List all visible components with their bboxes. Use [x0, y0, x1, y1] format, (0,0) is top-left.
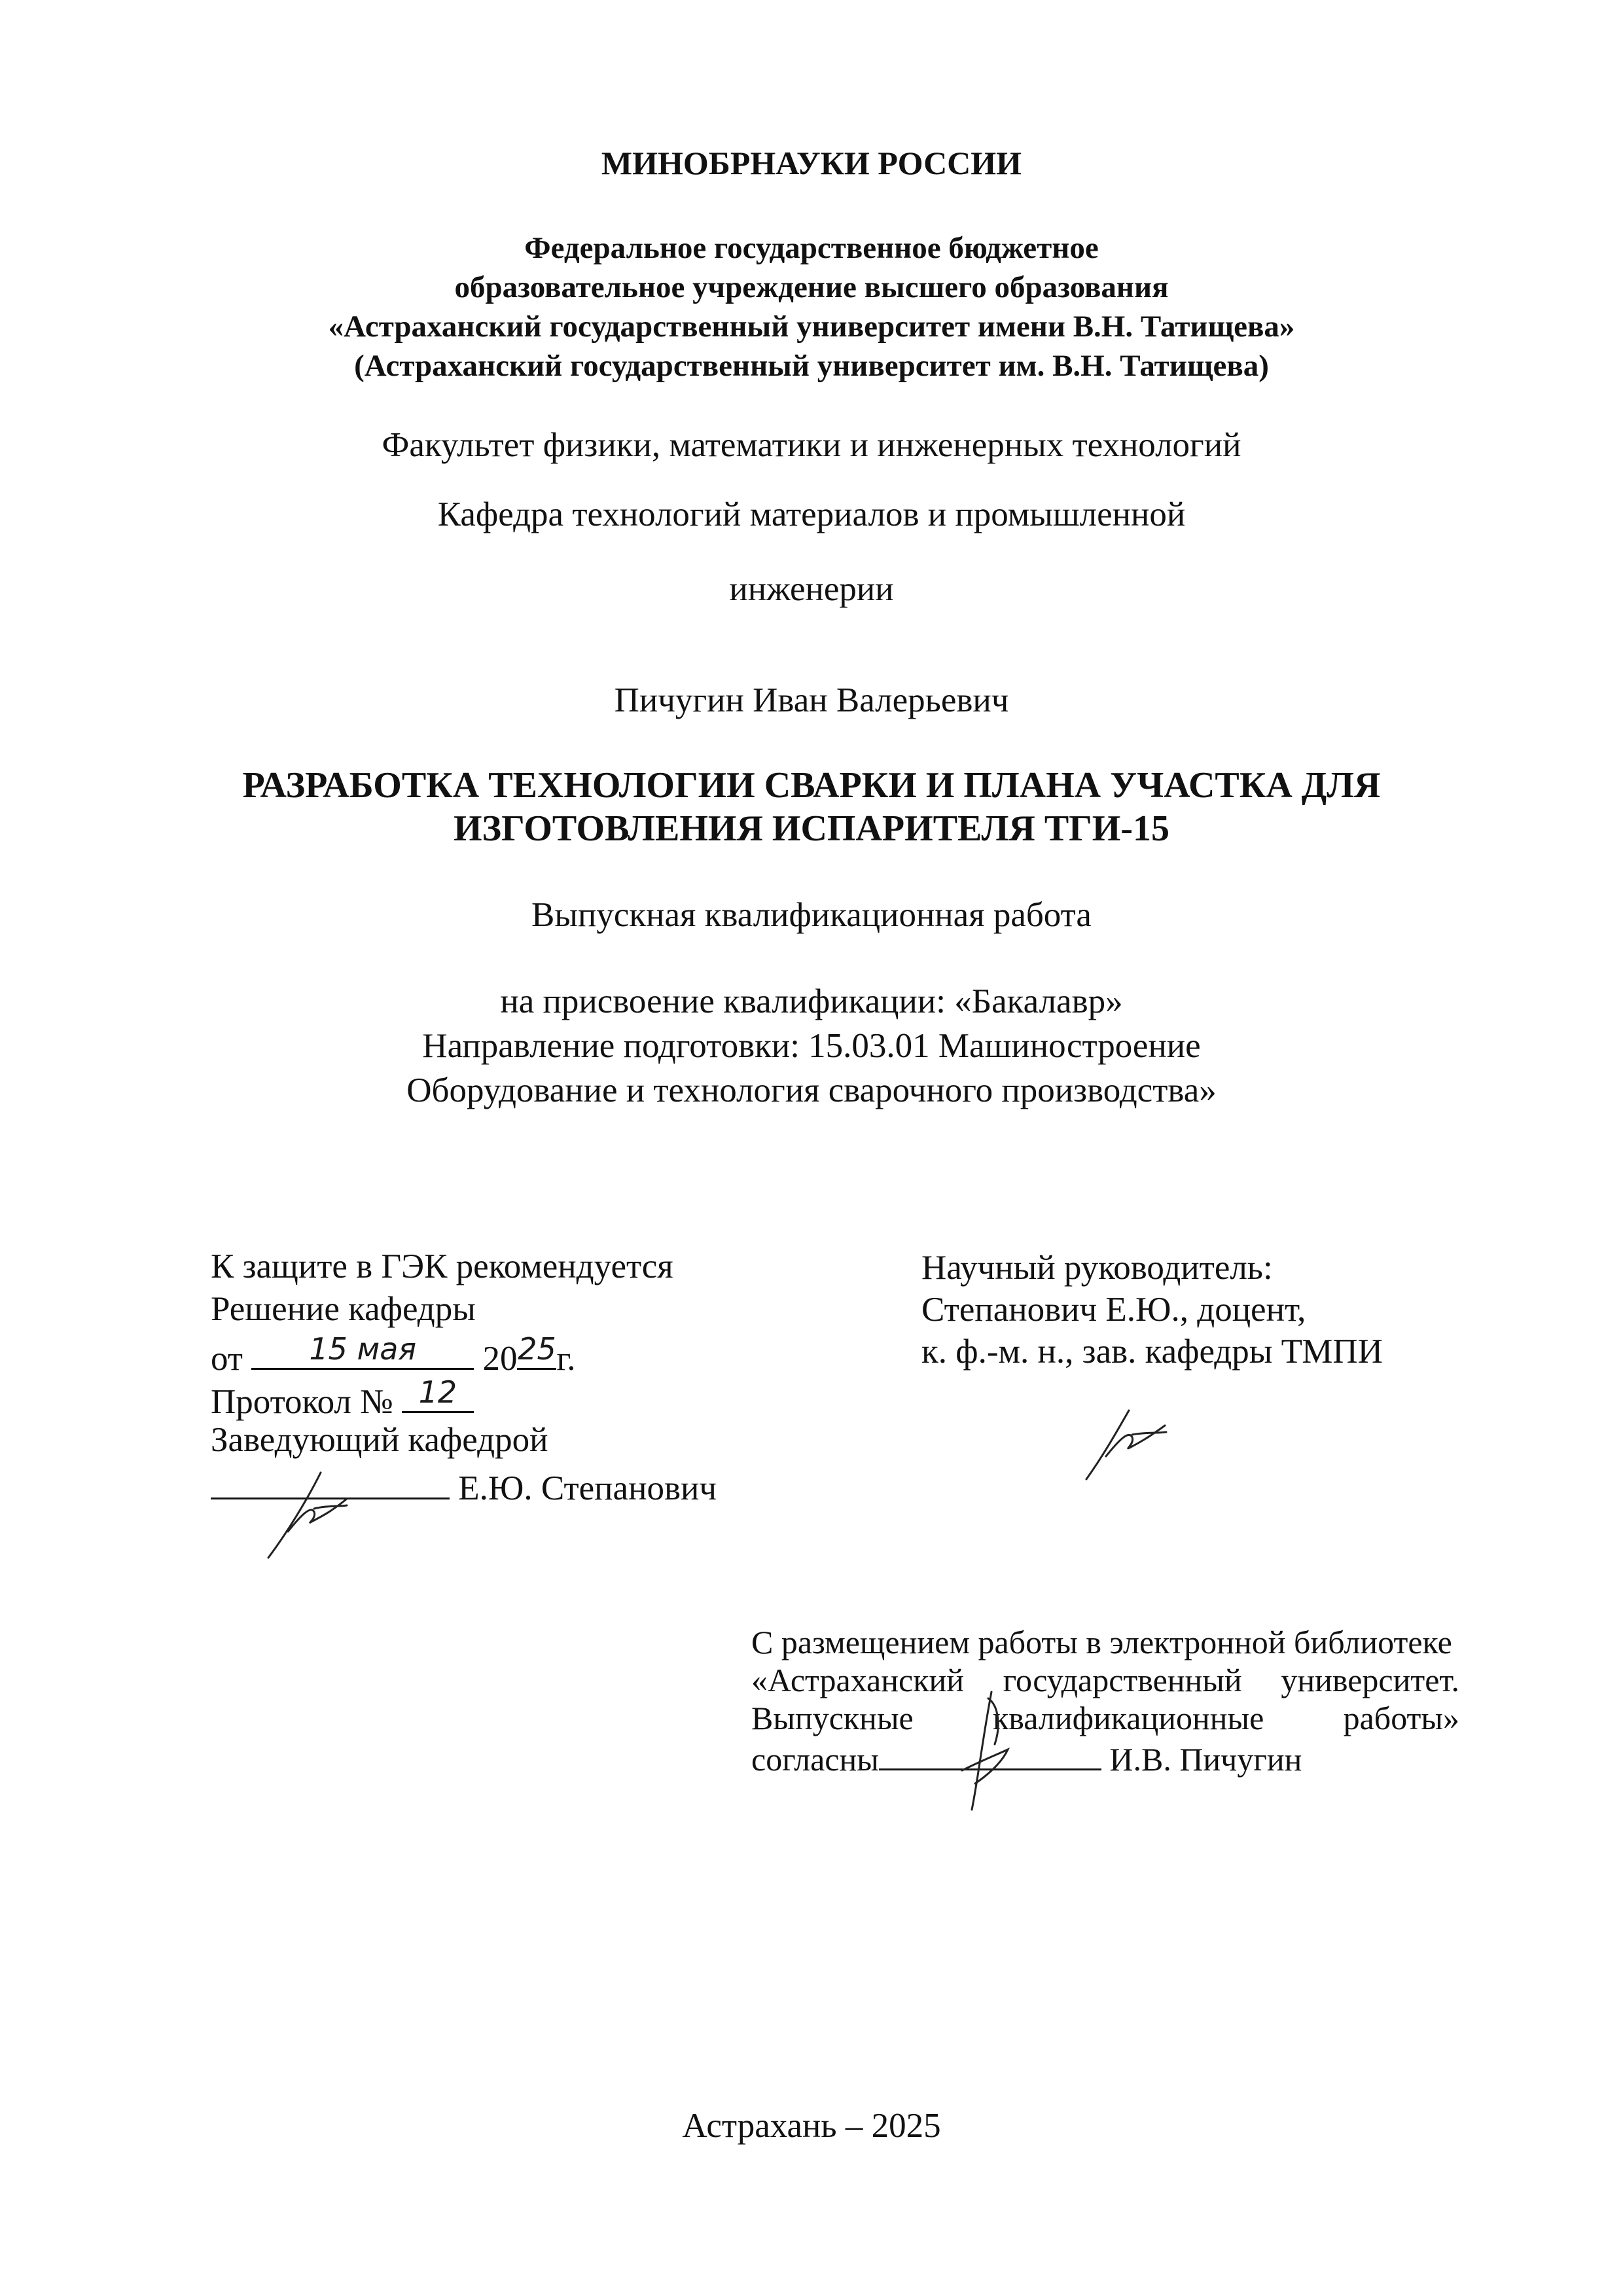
consent-line-3	[751, 1699, 1459, 1737]
date-blank	[251, 1331, 474, 1370]
consent-word: работы»	[1343, 1700, 1459, 1736]
qualification: на присвоение квалификации: «Бакалавр»	[500, 982, 1123, 1020]
supervisor-label: Научный руководитель:	[921, 1249, 1273, 1287]
handwritten-date: 15 мая	[309, 1331, 417, 1367]
thesis-title-line-1: РАЗРАБОТКА ТЕХНОЛОГИИ СВАРКИ И ПЛАНА УЧАСТКА ДЛЯ	[242, 765, 1381, 806]
consent-word: государственный	[1003, 1662, 1242, 1698]
city-year: Астрахань – 2025	[682, 2107, 941, 2145]
protocol-blank	[402, 1374, 474, 1413]
protocol-label: Протокол №	[211, 1383, 393, 1421]
defense-recommendation: К защите в ГЭК рекомендуется	[211, 1247, 673, 1285]
protocol-line	[211, 1374, 474, 1422]
handwritten-protocol-number: 12	[418, 1374, 457, 1410]
direction: Направление подготовки: 15.03.01 Машиностроение	[422, 1027, 1201, 1065]
profile: Оборудование и технология сварочного производства»	[406, 1071, 1217, 1109]
work-type: Выпускная квалификационная работа	[531, 896, 1092, 934]
org-line-1: Федеральное государственное бюджетное	[524, 231, 1099, 265]
student-name: И.В. Пичугин	[1109, 1741, 1302, 1778]
supervisor-name: Степанович Е.Ю., доцент,	[921, 1291, 1306, 1329]
author-name: Пичугин Иван Валерьевич	[614, 681, 1009, 719]
year-blank	[517, 1331, 556, 1370]
consent-prefix: согласны	[751, 1741, 879, 1778]
thesis-title-line-2: ИЗГОТОВЛЕНИЯ ИСПАРИТЕЛЯ ТГИ-15	[453, 808, 1170, 849]
department-decision: Решение кафедры	[211, 1290, 476, 1328]
faculty-name: Факультет физики, математики и инженерных технологий	[382, 426, 1241, 464]
department-line-2: инженерии	[729, 570, 894, 608]
consent-line-1: С размещением работы в электронной библиотеке	[751, 1624, 1452, 1660]
department-line-1: Кафедра технологий материалов и промышленной	[437, 495, 1186, 533]
supervisor-title: к. ф.-м. н., зав. кафедры ТМПИ	[921, 1333, 1383, 1371]
org-line-3: «Астраханский государственный университет имени В.Н. Татищева»	[328, 310, 1295, 344]
year-prefix: 20	[482, 1340, 518, 1378]
head-of-department-label: Заведующий кафедрой	[211, 1421, 548, 1459]
ministry-heading: МИНОБРНАУКИ РОССИИ	[601, 145, 1022, 181]
consent-word: университет.	[1281, 1662, 1459, 1698]
consent-word: «Астраханский	[751, 1662, 964, 1698]
consent-word: Выпускные	[751, 1700, 914, 1736]
handwritten-year: 25	[518, 1331, 556, 1367]
head-name: Е.Ю. Степанович	[458, 1469, 717, 1507]
consent-line-2	[751, 1661, 1459, 1699]
date-prefix: от	[211, 1340, 243, 1378]
org-line-4: (Астраханский государственный университет им. В.Н. Татищева)	[354, 349, 1269, 383]
supervisor-block	[921, 1247, 1383, 1372]
year-suffix: г.	[556, 1340, 576, 1378]
org-line-2: образовательное учреждение высшего образования	[454, 270, 1169, 304]
head-signature-image	[249, 1460, 380, 1564]
decision-date-line	[211, 1331, 576, 1378]
student-signature-image	[936, 1672, 1034, 1816]
supervisor-signature-image	[1073, 1394, 1204, 1486]
consent-word: квалификационные	[993, 1700, 1264, 1736]
consent-block	[751, 1623, 1459, 1778]
consent-line-4	[751, 1737, 1459, 1778]
